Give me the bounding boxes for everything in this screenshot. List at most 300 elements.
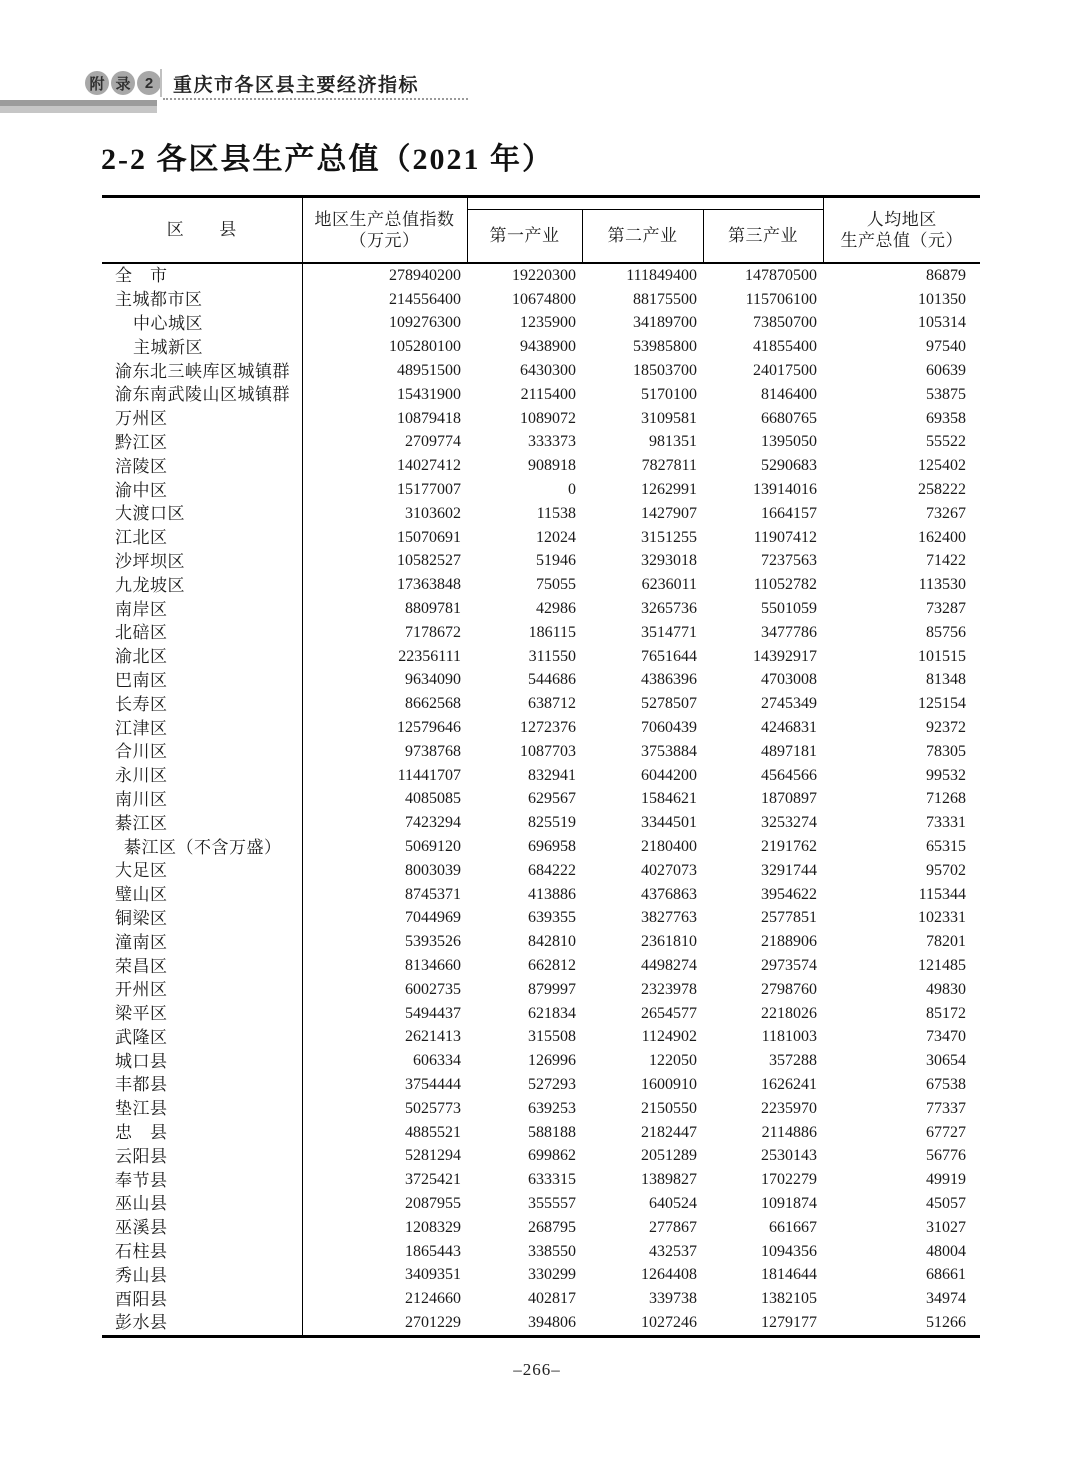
cell-region: 秀山县: [102, 1263, 302, 1287]
cell-tertiary: 661667: [769, 1218, 818, 1236]
cell-secondary: 5278507: [641, 695, 697, 713]
cell-secondary: 2323978: [641, 980, 697, 998]
cell-region: 万州区: [102, 407, 302, 431]
cell-gdp: 15070691: [397, 528, 461, 546]
cell-gdp: 1208329: [405, 1218, 461, 1236]
cell-primary: 126996: [528, 1052, 576, 1070]
cell-region: 渝东南武陵山区城镇群: [102, 383, 302, 407]
cell-gdp: 9634090: [405, 671, 461, 689]
col-header-region: 区 县: [102, 197, 302, 264]
cell-primary: 394806: [528, 1313, 576, 1331]
cell-secondary: 34189700: [633, 314, 697, 332]
cell-gdp: 14027412: [397, 457, 461, 475]
badge-char-circle: 录: [111, 71, 135, 95]
cell-gdp: 7044969: [405, 909, 461, 927]
cell-secondary: 3293018: [641, 552, 697, 570]
cell-primary: 330299: [528, 1266, 576, 1284]
cell-secondary: 2654577: [641, 1004, 697, 1022]
cell-region: 中心城区: [102, 312, 302, 336]
cell-region: 大渡口区: [102, 502, 302, 526]
cell-primary: 9438900: [520, 338, 576, 356]
cell-gdp: 7423294: [405, 814, 461, 832]
table-row: [102, 1144, 980, 1168]
col-header-secondary: 第二产业: [582, 210, 703, 264]
cell-per-capita: 55522: [926, 433, 967, 451]
cell-gdp: 8662568: [405, 695, 461, 713]
cell-region: 綦江区（不含万盛）: [102, 835, 302, 859]
cell-tertiary: 357288: [769, 1052, 818, 1070]
table-row: [102, 1073, 980, 1097]
cell-per-capita: 73267: [926, 504, 967, 522]
cell-region: 荣昌区: [102, 954, 302, 978]
col-header-per-capita: [823, 197, 980, 264]
cell-region: 北碚区: [102, 621, 302, 645]
cell-gdp: 2701229: [405, 1313, 461, 1331]
cell-secondary: 4376863: [641, 885, 697, 903]
cell-region: 城口县: [102, 1049, 302, 1073]
cell-gdp: 606334: [413, 1052, 461, 1070]
cell-gdp: 5494437: [405, 1004, 461, 1022]
section-title: 重庆市各区县主要经济指标: [173, 75, 420, 96]
cell-region: 酉阳县: [102, 1287, 302, 1311]
cell-gdp: 2087955: [405, 1194, 461, 1212]
cell-gdp: 8003039: [405, 861, 461, 879]
cell-region: 主城都市区: [102, 288, 302, 312]
cell-secondary: 1389827: [641, 1171, 697, 1189]
cell-primary: 338550: [528, 1242, 576, 1260]
cell-gdp: 109276300: [389, 314, 461, 332]
table-row: [102, 859, 980, 883]
cell-tertiary: 3477786: [761, 623, 818, 641]
table-row: [102, 978, 980, 1002]
cell-secondary: 1027246: [641, 1313, 697, 1331]
cell-gdp: 48951500: [397, 362, 461, 380]
cell-tertiary: 2798760: [761, 980, 818, 998]
cell-gdp: 11441707: [397, 766, 461, 784]
appendix-badge: [85, 71, 161, 95]
table-row: [102, 930, 980, 954]
cell-secondary: 432537: [649, 1242, 697, 1260]
cell-gdp: 4885521: [405, 1123, 461, 1141]
cell-gdp: 8809781: [405, 600, 461, 618]
cell-secondary: 1124902: [641, 1028, 697, 1046]
cell-primary: 268795: [528, 1218, 576, 1236]
table-row: [102, 1192, 980, 1216]
cell-region: 巫溪县: [102, 1216, 302, 1240]
cell-primary: 75055: [536, 576, 576, 594]
cell-secondary: 53985800: [633, 338, 697, 356]
cell-per-capita: 105314: [918, 314, 967, 332]
cell-primary: 1235900: [520, 314, 576, 332]
cell-gdp: 7178672: [405, 623, 461, 641]
col-header-gdp-line1: 地区生产总值指数: [314, 209, 455, 229]
cell-per-capita: 67538: [926, 1075, 967, 1093]
cell-region: 丰都县: [102, 1073, 302, 1097]
cell-gdp: 5069120: [405, 838, 461, 856]
cell-tertiary: 1181003: [761, 1028, 818, 1046]
cell-per-capita: 95702: [926, 861, 967, 879]
cell-primary: 621834: [528, 1004, 576, 1022]
cell-primary: 402817: [528, 1290, 576, 1308]
cell-gdp: 3725421: [405, 1171, 461, 1189]
cell-region: 铜梁区: [102, 907, 302, 931]
table-row: [102, 454, 980, 478]
table-row: [102, 1216, 980, 1240]
col-header-primary: 第一产业: [467, 210, 582, 264]
cell-secondary: 640524: [649, 1194, 697, 1212]
cell-tertiary: 1626241: [761, 1075, 818, 1093]
cell-secondary: 2051289: [641, 1147, 697, 1165]
cell-tertiary: 11907412: [753, 528, 818, 546]
cell-region: 沙坪坝区: [102, 550, 302, 574]
cell-tertiary: 147870500: [745, 266, 818, 284]
table-row: [102, 263, 980, 288]
table-row: [102, 526, 980, 550]
table-row: [102, 335, 980, 359]
cell-tertiary: 2191762: [761, 838, 818, 856]
table-row: [102, 383, 980, 407]
cell-tertiary: 3954622: [761, 885, 818, 903]
table-row: [102, 1026, 980, 1050]
cell-tertiary: 4246831: [761, 719, 818, 737]
cell-per-capita: 73331: [926, 814, 967, 832]
cell-tertiary: 73850700: [753, 314, 818, 332]
table-row: [102, 407, 980, 431]
cell-secondary: 1262991: [641, 481, 697, 499]
cell-per-capita: 65315: [926, 838, 967, 856]
cell-tertiary: 5290683: [761, 457, 818, 475]
cell-gdp: 10879418: [397, 409, 461, 427]
table-row: [102, 716, 980, 740]
cell-per-capita: 51266: [926, 1313, 967, 1331]
cell-tertiary: 1279177: [761, 1313, 818, 1331]
cell-primary: 832941: [528, 766, 576, 784]
table-row: [102, 478, 980, 502]
cell-per-capita: 162400: [918, 528, 967, 546]
cell-region: 彭水县: [102, 1311, 302, 1336]
cell-per-capita: 85172: [926, 1004, 967, 1022]
industry-group-spanner: [467, 197, 823, 210]
cell-primary: 11538: [536, 504, 576, 522]
cell-secondary: 2182447: [641, 1123, 697, 1141]
cell-primary: 842810: [528, 933, 576, 951]
table-body: [102, 263, 980, 1336]
cell-per-capita: 56776: [926, 1147, 967, 1165]
cell-region: 合川区: [102, 740, 302, 764]
cell-tertiary: 4897181: [761, 742, 818, 760]
cell-secondary: 981351: [649, 433, 697, 451]
page-title: 2-2 各区县生产总值（2021 年）: [101, 143, 554, 176]
cell-per-capita: 49830: [926, 980, 967, 998]
cell-region: 九龙坡区: [102, 573, 302, 597]
cell-per-capita: 101515: [918, 647, 967, 665]
cell-region: 忠 县: [102, 1121, 302, 1145]
table-row: [102, 764, 980, 788]
cell-gdp: 214556400: [389, 290, 461, 308]
table-row: [102, 1287, 980, 1311]
cell-per-capita: 53875: [926, 385, 967, 403]
col-header-per-capita-line2: 生产总值（元）: [840, 231, 964, 250]
cell-region: 潼南区: [102, 930, 302, 954]
cell-per-capita: 125154: [918, 695, 967, 713]
cell-region: 渝北区: [102, 645, 302, 669]
cell-region: 永川区: [102, 764, 302, 788]
cell-region: 长寿区: [102, 692, 302, 716]
table-row: [102, 811, 980, 835]
table-row: [102, 883, 980, 907]
cell-gdp: 4085085: [405, 790, 461, 808]
gdp-table: [102, 195, 980, 1338]
table-row: [102, 669, 980, 693]
table-row: [102, 954, 980, 978]
cell-tertiary: 7237563: [761, 552, 818, 570]
cell-per-capita: 71422: [926, 552, 967, 570]
cell-per-capita: 101350: [918, 290, 967, 308]
cell-primary: 527293: [528, 1075, 576, 1093]
cell-gdp: 6002735: [405, 980, 461, 998]
cell-primary: 413886: [528, 885, 576, 903]
cell-tertiary: 1094356: [761, 1242, 818, 1260]
badge-char-circle: 附: [85, 71, 109, 95]
table-row: [102, 1263, 980, 1287]
cell-tertiary: 1814644: [761, 1266, 818, 1284]
cell-tertiary: 1091874: [761, 1194, 818, 1212]
cell-gdp: 278940200: [389, 266, 461, 284]
cell-region: 綦江区: [102, 811, 302, 835]
cell-tertiary: 2530143: [761, 1147, 818, 1165]
col-header-per-capita-line1: 人均地区: [866, 209, 937, 229]
cell-secondary: 88175500: [633, 290, 697, 308]
cell-primary: 2115400: [520, 385, 576, 403]
cell-region: 奉节县: [102, 1168, 302, 1192]
cell-region: 江北区: [102, 526, 302, 550]
cell-gdp: 5025773: [405, 1099, 461, 1117]
table-row: [102, 597, 980, 621]
cell-primary: 12024: [536, 528, 576, 546]
cell-region: 巫山县: [102, 1192, 302, 1216]
cell-secondary: 277867: [649, 1218, 697, 1236]
cell-secondary: 3344501: [641, 814, 697, 832]
cell-primary: 696958: [528, 838, 576, 856]
cell-region: 南川区: [102, 788, 302, 812]
cell-primary: 639355: [528, 909, 576, 927]
cell-tertiary: 2218026: [761, 1004, 818, 1022]
table-row: [102, 573, 980, 597]
cell-secondary: 3151255: [641, 528, 697, 546]
cell-secondary: 4386396: [641, 671, 697, 689]
cell-primary: 355557: [528, 1194, 576, 1212]
cell-per-capita: 115344: [918, 885, 967, 903]
cell-region: 全 市: [102, 263, 302, 288]
cell-per-capita: 97540: [926, 338, 967, 356]
cell-primary: 42986: [536, 600, 576, 618]
cell-tertiary: 1702279: [761, 1171, 818, 1189]
table-row: [102, 1240, 980, 1264]
cell-tertiary: 2235970: [761, 1099, 818, 1117]
cell-secondary: 339738: [649, 1290, 697, 1308]
cell-primary: 588188: [528, 1123, 576, 1141]
col-header-gdp-line2: （万元）: [349, 231, 420, 250]
cell-tertiary: 2745349: [761, 695, 818, 713]
table-row: [102, 550, 980, 574]
cell-per-capita: 73470: [926, 1028, 967, 1046]
cell-tertiary: 1870897: [761, 790, 818, 808]
table-row: [102, 835, 980, 859]
cell-tertiary: 2114886: [761, 1123, 818, 1141]
table-row: [102, 907, 980, 931]
cell-per-capita: 73287: [926, 600, 967, 618]
cell-gdp: 2621413: [405, 1028, 461, 1046]
cell-secondary: 1427907: [641, 504, 697, 522]
cell-per-capita: 85756: [926, 623, 967, 641]
cell-per-capita: 81348: [926, 671, 967, 689]
cell-gdp: 2124660: [405, 1290, 461, 1308]
cell-per-capita: 125402: [918, 457, 967, 475]
cell-tertiary: 13914016: [753, 481, 818, 499]
cell-primary: 315508: [528, 1028, 576, 1046]
cell-secondary: 7827811: [641, 457, 697, 475]
cell-tertiary: 1664157: [761, 504, 818, 522]
cell-primary: 6430300: [520, 362, 576, 380]
header-gray-band: [0, 100, 157, 113]
cell-region: 渝东北三峡库区城镇群: [102, 359, 302, 383]
cell-per-capita: 71268: [926, 790, 967, 808]
cell-gdp: 105280100: [389, 338, 461, 356]
col-header-tertiary: 第三产业: [703, 210, 823, 264]
cell-primary: 639253: [528, 1099, 576, 1117]
cell-gdp: 5281294: [405, 1147, 461, 1165]
cell-secondary: 1584621: [641, 790, 697, 808]
cell-secondary: 5170100: [641, 385, 697, 403]
cell-gdp: 12579646: [397, 719, 461, 737]
cell-primary: 19220300: [512, 266, 576, 284]
cell-secondary: 1264408: [641, 1266, 697, 1284]
cell-gdp: 15431900: [397, 385, 461, 403]
cell-primary: 186115: [528, 623, 576, 641]
cell-per-capita: 30654: [926, 1052, 967, 1070]
cell-per-capita: 68661: [926, 1266, 967, 1284]
cell-secondary: 1600910: [641, 1075, 697, 1093]
cell-tertiary: 4703008: [761, 671, 818, 689]
cell-tertiary: 2188906: [761, 933, 818, 951]
cell-secondary: 4498274: [641, 957, 697, 974]
header-divider: [160, 69, 162, 97]
cell-per-capita: 78201: [926, 933, 967, 951]
cell-secondary: 7651644: [641, 647, 697, 665]
header-dotted-rule: [163, 88, 468, 100]
cell-tertiary: 6680765: [761, 409, 818, 427]
cell-region: 黔江区: [102, 431, 302, 455]
table-row: [102, 502, 980, 526]
cell-region: 渝中区: [102, 478, 302, 502]
cell-per-capita: 92372: [926, 719, 967, 737]
cell-primary: 699862: [528, 1147, 576, 1165]
cell-region: 武隆区: [102, 1026, 302, 1050]
cell-secondary: 4027073: [641, 861, 697, 879]
cell-secondary: 3753884: [641, 742, 697, 760]
cell-tertiary: 14392917: [753, 647, 818, 665]
cell-primary: 1087703: [520, 742, 576, 760]
cell-gdp: 1865443: [405, 1242, 461, 1260]
cell-primary: 633315: [528, 1171, 576, 1189]
cell-region: 大足区: [102, 859, 302, 883]
cell-primary: 544686: [528, 671, 576, 689]
cell-gdp: 17363848: [397, 576, 461, 594]
cell-region: 云阳县: [102, 1144, 302, 1168]
cell-tertiary: 2973574: [761, 957, 818, 974]
table-row: [102, 288, 980, 312]
cell-tertiary: 2577851: [761, 909, 818, 927]
cell-gdp: 10582527: [397, 552, 461, 570]
cell-gdp: 8745371: [405, 885, 461, 903]
cell-secondary: 3514771: [641, 623, 697, 641]
cell-tertiary: 41855400: [753, 338, 818, 356]
cell-per-capita: 31027: [926, 1218, 967, 1236]
table-row: [102, 1121, 980, 1145]
table-row: [102, 1049, 980, 1073]
cell-region: 江津区: [102, 716, 302, 740]
cell-per-capita: 99532: [926, 766, 967, 784]
cell-gdp: 3754444: [405, 1075, 461, 1093]
cell-tertiary: 4564566: [761, 766, 818, 784]
table-row: [102, 1168, 980, 1192]
cell-tertiary: 11052782: [753, 576, 818, 594]
table-row: [102, 1002, 980, 1026]
cell-gdp: 15177007: [397, 481, 461, 499]
cell-region: 垫江县: [102, 1097, 302, 1121]
table-row: [102, 645, 980, 669]
cell-gdp: 5393526: [405, 933, 461, 951]
cell-primary: 1272376: [520, 719, 576, 737]
cell-per-capita: 45057: [926, 1194, 967, 1212]
cell-tertiary: 24017500: [753, 362, 818, 380]
badge-number-circle: 2: [137, 71, 161, 95]
cell-region: 主城新区: [102, 335, 302, 359]
cell-region: 梁平区: [102, 1002, 302, 1026]
cell-primary: 662812: [528, 957, 576, 974]
cell-tertiary: 3253274: [761, 814, 818, 832]
cell-gdp: 3103602: [405, 504, 461, 522]
cell-tertiary: 5501059: [761, 600, 818, 618]
cell-per-capita: 121485: [918, 957, 967, 974]
cell-region: 涪陵区: [102, 454, 302, 478]
cell-primary: 333373: [528, 433, 576, 451]
cell-region: 巴南区: [102, 669, 302, 693]
cell-per-capita: 60639: [926, 362, 967, 380]
table-row: [102, 1097, 980, 1121]
cell-primary: 51946: [536, 552, 576, 570]
cell-secondary: 18503700: [633, 362, 697, 380]
cell-gdp: 2709774: [405, 433, 461, 451]
col-header-gdp: [302, 197, 467, 264]
cell-primary: 0: [568, 481, 576, 499]
cell-per-capita: 77337: [926, 1099, 967, 1117]
table-row: [102, 1311, 980, 1336]
cell-primary: 1089072: [520, 409, 576, 427]
cell-region: 南岸区: [102, 597, 302, 621]
table-header: [102, 197, 980, 264]
cell-gdp: 8134660: [405, 957, 461, 974]
cell-secondary: 2361810: [641, 933, 697, 951]
cell-secondary: 3109581: [641, 409, 697, 427]
cell-primary: 825519: [528, 814, 576, 832]
cell-per-capita: 69358: [926, 409, 967, 427]
cell-per-capita: 258222: [918, 481, 967, 499]
cell-per-capita: 67727: [926, 1123, 967, 1141]
cell-per-capita: 86879: [926, 266, 967, 284]
cell-per-capita: 49919: [926, 1171, 967, 1189]
cell-primary: 10674800: [512, 290, 576, 308]
